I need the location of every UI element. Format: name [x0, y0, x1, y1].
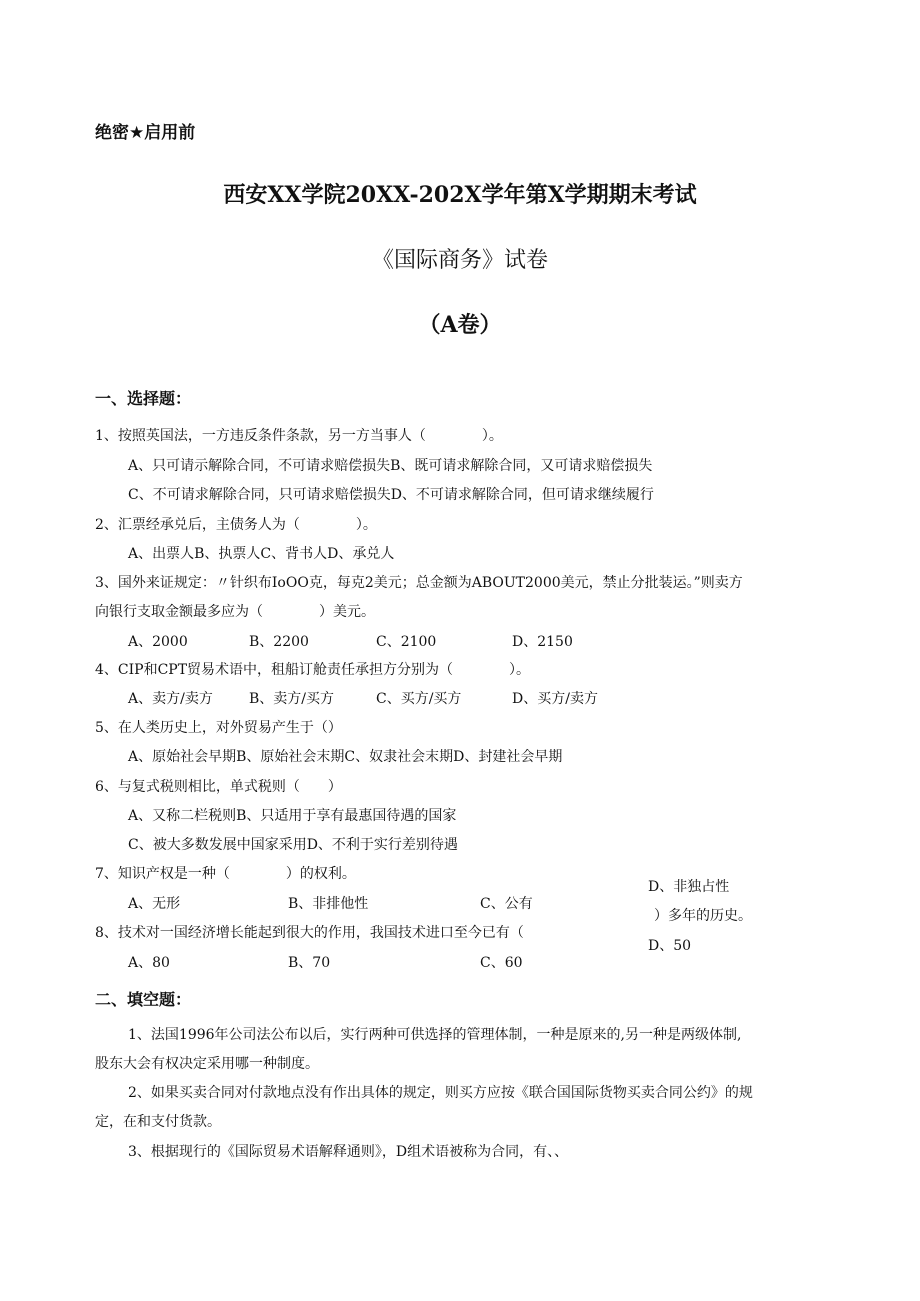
- question-1-stem: 1、按照英国法，一方违反条件条款，另一方当事人（ ）。: [95, 428, 503, 444]
- question-8-stem-tail: ）多年的历史。: [654, 908, 752, 924]
- confidential-label: 绝密★启用前: [95, 123, 196, 143]
- question-3-option-d: D、2150: [512, 634, 573, 650]
- question-2-options: A、出票人B、执票人C、背书人D、承兑人: [128, 546, 395, 562]
- question-4-option-c: C、买方/买方: [376, 691, 462, 707]
- fill-3-line1: 3、根据现行的《国际贸易术语解释通则》，D组术语被称为合同，有、、: [128, 1144, 569, 1160]
- question-7-option-d: D、非独占性: [648, 879, 730, 895]
- question-5-options: A、原始社会早期B、原始社会末期C、奴隶社会末期D、封建社会早期: [128, 749, 563, 765]
- question-6-options-ab: A、又称二栏税则B、只适用于享有最惠国待遇的国家: [128, 808, 457, 824]
- section-heading-choice: 一、选择题：: [95, 389, 192, 408]
- question-6-stem: 6、与复式税则相比，单式税则（ ）: [95, 779, 342, 795]
- question-4-stem: 4、CIP和CPT贸易术语中，租船订舱责任承担方分别为（ ）。: [95, 662, 531, 678]
- question-3-option-c: C、2100: [376, 634, 437, 650]
- fill-2-line2: 定，在和支付货款。: [95, 1114, 221, 1130]
- question-7-stem: 7、知识产权是一种（ ）的权利。: [95, 866, 356, 882]
- question-7-option-b: B、非排他性: [288, 896, 369, 912]
- question-6-options-cd: C、被大多数发展中国家采用D、不利于实行差别待遇: [128, 837, 458, 853]
- question-4-option-d: D、买方/卖方: [512, 691, 598, 707]
- question-4-option-a: A、卖方/卖方: [128, 691, 213, 707]
- question-3-option-a: A、2000: [128, 634, 188, 650]
- question-8-option-b: B、70: [288, 955, 331, 971]
- question-3-stem-line1: 3、国外来证规定：〃针织布IoOO克，每克2美元；总金额为ABOUT2000美元，禁止分批装运。”则卖方: [95, 575, 743, 591]
- question-3-stem-line2: 向银行支取金额最多应为（ ）美元。: [95, 604, 375, 620]
- course-title: 《国际商务》试卷: [371, 248, 548, 273]
- section-heading-fill-in: 二、填空题：: [95, 990, 192, 1009]
- question-8-option-c: C、60: [480, 955, 523, 971]
- question-7-option-a: A、无形: [128, 896, 181, 912]
- question-5-stem: 5、在人类历史上，对外贸易产生于（）: [95, 720, 342, 736]
- question-8-option-d: D、50: [648, 938, 692, 954]
- question-1-options-cd: C、不可请求解除合同，只可请求赔偿损失D、不可请求解除合同，但可请求继续履行: [128, 487, 654, 503]
- fill-1-line2: 股东大会有权决定采用哪一种制度。: [95, 1056, 319, 1072]
- exam-title: 西安XX学院20XX-202X学年第X学期期末考试: [223, 182, 697, 208]
- question-8-option-a: A、80: [128, 955, 170, 971]
- fill-2-line1: 2、如果买卖合同对付款地点没有作出具体的规定，则买方应按《联合国国际货物买卖合同公约》的规: [128, 1085, 753, 1101]
- question-1-options-ab: A、只可请示解除合同，不可请求赔偿损失B、既可请求解除合同，又可请求赔偿损失: [128, 458, 653, 474]
- question-3-option-b: B、2200: [249, 634, 309, 650]
- question-4-option-b: B、卖方/买方: [249, 691, 335, 707]
- paper-version: （A卷）: [418, 312, 502, 338]
- question-2-stem: 2、汇票经承兑后，主债务人为（ ）。: [95, 517, 377, 533]
- fill-1-line1: 1、法国1996年公司法公布以后，实行两种可供选择的管理体制，一种是原来的,另一种是两级体制,: [128, 1027, 742, 1043]
- question-7-option-c: C、公有: [480, 896, 533, 912]
- question-8-stem: 8、技术对一国经济增长能起到很大的作用，我国技术进口至今已有（: [95, 925, 524, 941]
